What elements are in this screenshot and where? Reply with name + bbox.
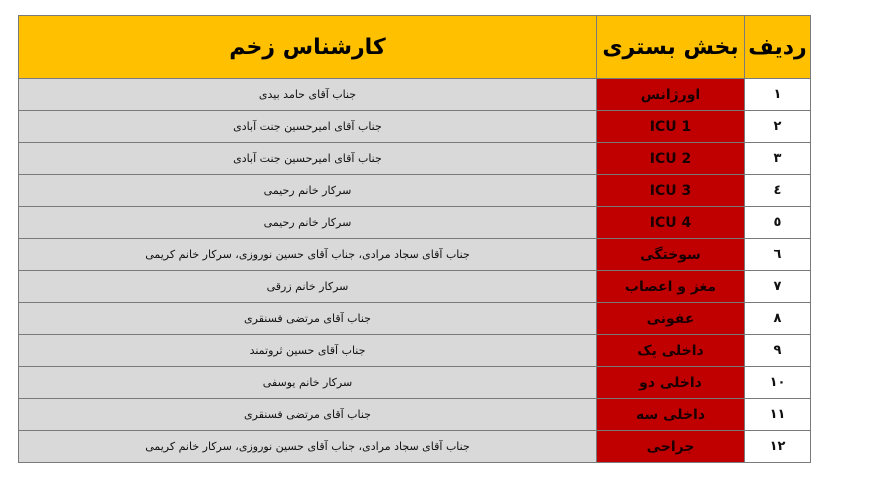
table-row	[19, 111, 811, 143]
expert-cell: جناب آقای سجاد مرادی، جناب آقای حسین نوروزی، سرکار خانم کریمی	[19, 239, 597, 271]
expert-cell: جناب آقای مرتضی فسنقری	[19, 399, 597, 431]
expert-cell: جناب آقای مرتضی فسنقری	[19, 303, 597, 335]
wound-expert-table	[18, 15, 811, 463]
header-wound-expert: کارشناس زخم	[19, 16, 597, 79]
table-row	[19, 303, 811, 335]
expert-cell: جناب آقای حسین ثروتمند	[19, 335, 597, 367]
expert-cell: سرکار خانم رحیمی	[19, 175, 597, 207]
expert-cell: جناب آقای حامد بیدی	[19, 79, 597, 111]
row-number-cell: ۹	[745, 335, 811, 367]
expert-cell: جناب آقای سجاد مرادی، جناب آقای حسین نوروزی، سرکار خانم کریمی	[19, 431, 597, 463]
ward-cell: عفونی	[597, 303, 745, 335]
table-row	[19, 175, 811, 207]
ward-cell: ICU 1	[597, 111, 745, 143]
table-row	[19, 207, 811, 239]
expert-cell: جناب آقای امیرحسین جنت آبادی	[19, 111, 597, 143]
table-row	[19, 399, 811, 431]
table-row	[19, 239, 811, 271]
row-number-cell: ٤	[745, 175, 811, 207]
ward-cell: مغز و اعصاب	[597, 271, 745, 303]
table-row	[19, 143, 811, 175]
ward-cell: سوختگی	[597, 239, 745, 271]
table-row	[19, 79, 811, 111]
ward-cell: داخلی سه	[597, 399, 745, 431]
ward-cell: داخلی دو	[597, 367, 745, 399]
row-number-cell: ۷	[745, 271, 811, 303]
ward-cell: ICU 2	[597, 143, 745, 175]
table-row	[19, 271, 811, 303]
row-number-cell: ۱۱	[745, 399, 811, 431]
header-ward: بخش بستری	[597, 16, 745, 79]
expert-cell: سرکار خانم زرقی	[19, 271, 597, 303]
ward-cell: اورژانس	[597, 79, 745, 111]
expert-cell: سرکار خانم یوسفی	[19, 367, 597, 399]
header-row	[19, 16, 811, 79]
row-number-cell: ٦	[745, 239, 811, 271]
header-row-number: ردیف	[745, 16, 811, 79]
row-number-cell: ۱	[745, 79, 811, 111]
row-number-cell: ٥	[745, 207, 811, 239]
row-number-cell: ۸	[745, 303, 811, 335]
row-number-cell: ۲	[745, 111, 811, 143]
expert-cell: جناب آقای امیرحسین جنت آبادی	[19, 143, 597, 175]
ward-cell: جراحی	[597, 431, 745, 463]
row-number-cell: ۳	[745, 143, 811, 175]
ward-cell: ICU 3	[597, 175, 745, 207]
table-row	[19, 431, 811, 463]
ward-cell: ICU 4	[597, 207, 745, 239]
ward-cell: داخلی یک	[597, 335, 745, 367]
table-row	[19, 335, 811, 367]
row-number-cell: ۱۰	[745, 367, 811, 399]
table-row	[19, 367, 811, 399]
row-number-cell: ۱۲	[745, 431, 811, 463]
expert-cell: سرکار خانم رحیمی	[19, 207, 597, 239]
